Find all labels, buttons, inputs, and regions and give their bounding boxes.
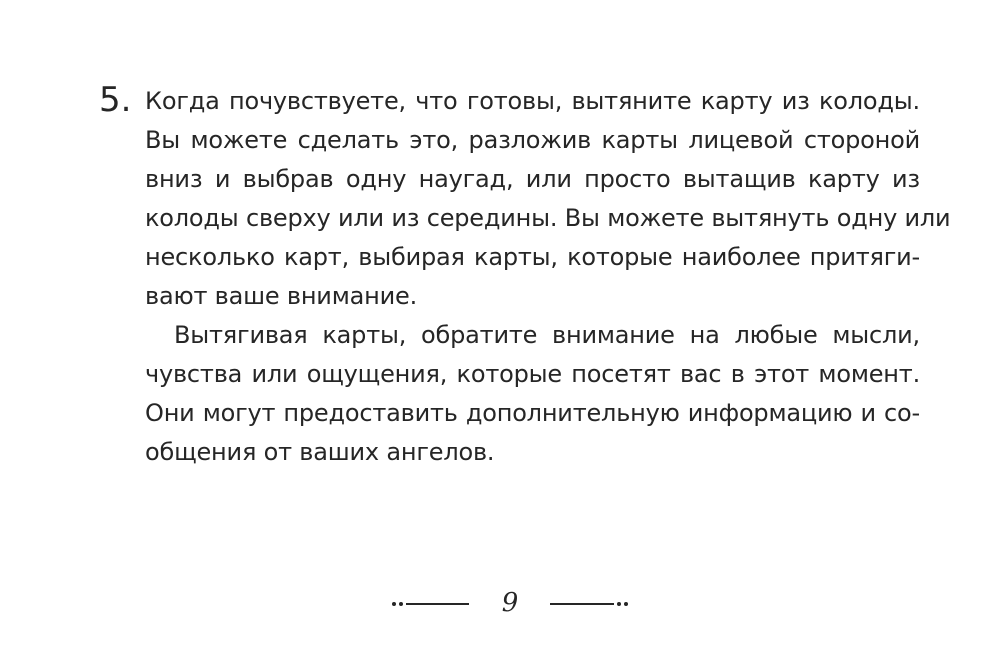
ornament-dot [399, 602, 403, 606]
paragraph-1 [145, 82, 951, 316]
text-line: общения от ваших ангелов. [145, 438, 495, 466]
ornament-right-line [550, 603, 614, 605]
page-number: 9 [501, 588, 519, 618]
text-line: Вытягивая карты, обратите внимание на любые мысли, [174, 321, 920, 349]
ornament-dot [392, 602, 396, 606]
text-line: чувства или ощущения, которые посетят вас в этот момент. [145, 360, 920, 388]
ornament-left-line [406, 603, 469, 605]
text-line: Они могут предоставить дополнительную информацию и со- [145, 399, 920, 427]
text-line: вают ваше внимание. [145, 282, 418, 310]
list-item-text [145, 82, 951, 472]
text-line: Вы можете сделать это, разложив карты лицевой стороной [145, 126, 920, 154]
ornament-dot [617, 602, 621, 606]
text-line: колоды сверху или из середины. Вы можете вытянуть одну или [145, 204, 951, 232]
paragraph-2 [145, 316, 920, 472]
text-line: вниз и выбрав одну наугад, или просто вытащив карту из [145, 165, 920, 193]
page-footer [0, 588, 1000, 618]
ornament-dot [624, 602, 628, 606]
list-item-number: 5. [99, 80, 132, 120]
text-line: Когда почувствуете, что готовы, вытяните карту из колоды. [145, 87, 920, 115]
text-line: несколько карт, выбирая карты, которые наиболее притяги- [145, 243, 920, 271]
